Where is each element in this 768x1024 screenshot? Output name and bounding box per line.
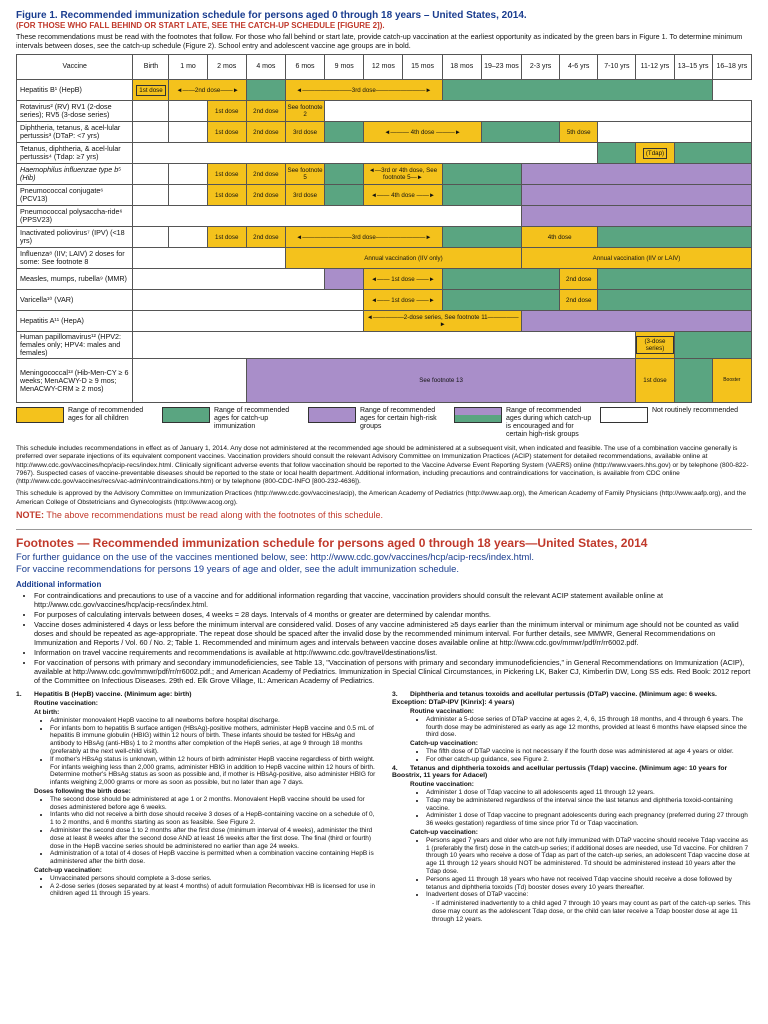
list-item: • If mother's HBsAg status is unknown, within 12 hours of birth administer HepB vaccine regardless of birth weight. For infants weighing less than 2,000 grams, administer HBIG in addition to HepB vaccine within 12 hours of birth. Determine mother's HBsAg status as soon as possible and, if mother is HBsAg-positive, also administer HBIG for infants weighing 2,000 grams or more as soon as possible, but no later than age 7 days. <box>50 756 376 787</box>
footnote-columns <box>16 691 752 923</box>
list-item: • Vaccine doses administered 4 days or less before the minimum interval are considered valid. Doses of any vaccine administered ≥5 days earlier than the minimum interval or minimum age should not be counted as valid doses and should be repeated as age-appropriate. The repeat dose should be spaced after the invalid dose by the recommended minimum interval. For further details, see MMWR, General Recommendations on Immunization and Reports / Vol. 60 / No. 2; Table 1. Recommended and minimum ages and intervals between vaccine doses available online at http://www.cdc.gov/mmwr/pdf/rr/rr6002.pdf. <box>34 620 752 647</box>
schedule-notes <box>16 445 752 519</box>
footnote-heading: 4. Tetanus and diphtheria toxoids and acellular pertussis (Tdap) vaccine. (Minimum age: 10 years for Boostrix, 11 years for Adacel) <box>392 764 728 780</box>
dose-range: Annual vaccination (IIV or LAIV) <box>522 248 752 269</box>
note-paragraph: This schedule includes recommendations in effect as of January 1, 2014. Any dose not administered at the recommended age should be administered at a subsequent visit, when indicated and feasible. The use of a combination vaccine generally is preferred over separate injections of its equivalent component vaccines. Vaccination providers should consult the relevant Advisory Committee on Immunization Practices (ACIP) statement for detailed recommendations, available online at http://www.cdc.gov/vaccines/hcp/acip-recs/index.html. Clinically significant adverse events that follow vaccination should be reported to the Vaccine Adverse Event Reporting System (VAERS) online (http://www.vaers.hhs.gov) or by telephone (800-822-7967). Suspected cases of vaccine-preventable diseases should be reported to the state or local health department. Additional information, including precautions and contraindications for vaccination, is available from CDC online (http://www.cdc.gov/vaccines/recs/vac-admin/contraindications.htm) or by telephone (800-CDC-INFO [800-232-4636]). <box>16 445 749 486</box>
dose-range: ◄————————3rd dose————————► <box>285 80 442 101</box>
legend-item: Range of recommended ages for catch-up immunization <box>162 407 302 439</box>
catchup-cell <box>442 164 521 185</box>
list-item: • The fifth dose of DTaP vaccine is not necessary if the fourth dose was administered at age 4 years or older. <box>426 748 752 756</box>
table-row <box>17 311 752 332</box>
table-row <box>17 206 752 227</box>
list-item: • For purposes of calculating intervals between doses, 4 weeks = 28 days. Intervals of 4 months or greater are determined by calendar months. <box>34 610 752 619</box>
list-item: • Information on travel vaccine requirements and recommendations is available at http://wwwnc.cdc.gov/travel/destinations/list. <box>34 648 752 657</box>
footnote-list <box>40 717 376 787</box>
dose-cell: 4th dose <box>522 227 598 248</box>
footnote-list <box>416 716 752 739</box>
table-row <box>17 101 752 122</box>
footnotes-title: Footnotes — Recommended immunization schedule for persons aged 0 through 18 years—United States, 2014 <box>16 536 648 551</box>
legend-swatch-yellow <box>16 407 64 423</box>
col-header: 4-6 yrs <box>560 55 598 80</box>
footnote-list <box>416 837 752 899</box>
dose-cell: 1st dose <box>207 227 246 248</box>
dose-range: ◄——2nd dose——► <box>169 80 246 101</box>
footnote-list <box>40 796 376 866</box>
table-row <box>17 143 752 164</box>
list-item: • Infants who did not receive a birth dose should receive 3 doses of a HepB-containing vaccine on a schedule of 0, 1 to 2 months, and 6 months starting as soon as feasible. See Figure 2. <box>50 811 376 827</box>
legend-swatch-white <box>600 407 648 423</box>
vaccine-name: Human papillomavirus¹² (HPV2: females only; HPV4: males and females) <box>17 332 133 359</box>
dose-cell: See footnote 5 <box>285 164 324 185</box>
vaccine-name: Diphtheria, tetanus, & acel-lular pertussis³ (DTaP: <7 yrs) <box>17 122 133 143</box>
catchup-cell <box>442 185 521 206</box>
figure-subtitle: (FOR THOSE WHO FALL BEHIND OR START LATE, SEE THE CATCH-UP SCHEDULE [FIGURE 2]). <box>16 21 385 30</box>
list-item: • For infants born to hepatitis B surface antigen (HBsAg)-positive mothers, administer HepB vaccine and 0.5 mL of hepatitis B immune globulin (HBIG) within 12 hours of birth. These infants should be tested for HBsAg and antibody to HBsAg (anti-HBs) 1 to 2 months after completion of the HepB series, at age 9 through 18 months (preferably at the next well-child visit). <box>50 725 376 756</box>
list-item: • For vaccination of persons with primary and secondary immunodeficiencies, see Table 13, "Vaccination of persons with primary and secondary immunodeficiencies," in General Recommendations on Immunization (ACIP), available at http://www.cdc.gov/mmwr/pdf/rr/rr6002.pdf.; and American Academy of Pediatrics. Immunization in Special Clinical Circumstances, in Pickering LK, Baker CJ, Kimberlin DW, Long SS eds. Red Book: 2012 report of the Committee on Infectious Diseases. 29th ed. Elk Grove Village, IL: American Academy of Pediatrics. <box>34 658 752 685</box>
list-item: • Persons aged 7 years and older who are not fully immunized with DTaP vaccine should receive Tdap vaccine as 1 (preferably the first) dose in the catch-up series; if additional doses are needed, use Td vaccine. For children 7 through 10 years who receive a dose of Tdap as part of the catch-up series, an adolescent Tdap vaccine dose at age 11 through 12 years should NOT be administered. Td should be administered instead 10 years after the Tdap dose. <box>426 837 752 876</box>
col-header: 11-12 yrs <box>636 55 674 80</box>
vaccine-name: Inactivated poliovirus⁷ (IPV) (<18 yrs) <box>17 227 133 248</box>
dose-cell: 2nd dose <box>246 185 285 206</box>
dose-cell: Booster <box>712 359 751 403</box>
col-header: 2 mos <box>207 55 246 80</box>
legend-item: Range of recommended ages during which catch-up is encouraged and for certain high-risk groups <box>454 407 594 439</box>
legend <box>16 407 752 439</box>
high-risk-cell <box>325 269 364 290</box>
catchup-cell <box>442 269 560 290</box>
vaccine-name: Meningococcal¹³ (Hib-Men-CY ≥ 6 weeks; MenACWY-D ≥ 9 mos; MenACWY-CRM ≥ 2 mos) <box>17 359 133 403</box>
legend-item: Range of recommended ages for all children <box>16 407 156 439</box>
dose-cell: (3-dose series) <box>636 332 674 359</box>
page <box>16 10 752 923</box>
figure-intro: These recommendations must be read with the footnotes that follow. For those who fall behind or start late, provide catch-up vaccination at the earliest opportunity as indicated by the green bars in Figure 1. To determine minimum intervals between doses, see the catch-up schedule (Figure 2). School entry and adolescent vaccine age groups are in bold. <box>16 32 743 50</box>
dose-cell: 2nd dose <box>246 101 285 122</box>
high-risk-cell <box>522 206 752 227</box>
catchup-cell <box>246 80 285 101</box>
dose-cell: 2nd dose <box>246 164 285 185</box>
dose-cell: 1st dose <box>207 122 246 143</box>
additional-heading: Additional information <box>16 580 102 590</box>
list-item: • Administer 1 dose of Tdap vaccine to pregnant adolescents during each pregnancy (preferred during 27 through 36 weeks gestation) regardless of time since prior Td or Tdap vaccination. <box>426 812 752 828</box>
legend-swatch-split <box>454 407 502 423</box>
vaccine-name: Pneumococcal conjugate⁶ (PCV13) <box>17 185 133 206</box>
footnotes-subtitle: For further guidance on the use of the vaccines mentioned below, see: http://www.cdc.gov/vaccines/hcp/acip-recs/index.html. <box>16 551 534 563</box>
table-row <box>17 248 752 269</box>
catchup-cell <box>598 227 752 248</box>
schedule-table <box>16 54 752 403</box>
list-item: • Administration of a total of 4 doses of HepB vaccine is permitted when a combination vaccine containing HepB is administered after the birth dose. <box>50 850 376 866</box>
dose-cell: 5th dose <box>560 122 598 143</box>
catchup-cell <box>674 332 751 359</box>
note-paragraph: This schedule is approved by the Advisory Committee on Immunization Practices (http://www.cdc.gov/vaccines/acip), the American Academy of Pediatrics (http://www.aap.org), the American Academy of Family Physicians (http://www.aafp.org), and the American College of Obstetricians and Gynecologists (http://www.acog.org). <box>16 490 747 506</box>
table-row <box>17 332 752 359</box>
high-risk-cell <box>522 164 752 185</box>
col-header: 16–18 yrs <box>712 55 751 80</box>
footnote-list <box>416 789 752 828</box>
figure-title: Figure 1. Recommended immunization schedule for persons aged 0 through 18 years – United States, 2014. <box>16 10 527 21</box>
list-item: • Administer monovalent HepB vaccine to all newborns before hospital discharge. <box>50 717 376 725</box>
list-item: • The second dose should be administered at age 1 or 2 months. Monovalent HepB vaccine should be used for doses administered before age 6 weeks. <box>50 796 376 812</box>
table-row <box>17 290 752 311</box>
table-row <box>17 164 752 185</box>
vaccine-name: Hepatitis B¹ (HepB) <box>17 80 133 101</box>
additional-list <box>16 591 752 685</box>
catchup-cell <box>674 359 712 403</box>
col-header: 4 mos <box>246 55 285 80</box>
dose-cell: 1st dose <box>207 101 246 122</box>
footnote-heading: 1. Hepatitis B (HepB) vaccine. (Minimum age: birth) <box>16 691 192 699</box>
catchup-cell <box>442 227 521 248</box>
section-label: Routine vaccination: <box>410 707 474 715</box>
dose-cell: 2nd dose <box>560 290 598 311</box>
vaccine-name: Pneumococcal polysaccha-ride⁶ (PPSV23) <box>17 206 133 227</box>
list-item: • Administer a 5-dose series of DTaP vaccine at ages 2, 4, 6, 15 through 18 months, and 4 through 6 years. The fourth dose may be administered as early as age 12 months, provided at least 6 months have elapsed since the third dose. <box>426 716 752 739</box>
catchup-cell <box>598 290 752 311</box>
dose-cell: (Tdap) <box>636 143 674 164</box>
dose-cell: See footnote 2 <box>285 101 324 122</box>
footnote-heading: 3. Diphtheria and tetanus toxoids and acellular pertussis (DTaP) vaccine. (Minimum age: 6 weeks. Exception: DTaP-IPV [Kinrix]: 4 years) <box>392 691 717 707</box>
section-label: Doses following the birth dose: <box>34 787 131 795</box>
col-header: 12 mos <box>364 55 403 80</box>
legend-item: Not routinely recommended <box>600 407 740 439</box>
col-header: 1 mo <box>169 55 207 80</box>
dose-cell: 2nd dose <box>560 269 598 290</box>
section-label: Routine vaccination: <box>410 781 474 789</box>
list-item: • A 2-dose series (doses separated by at least 4 months) of adult formulation Recombivax HB is licensed for use in children aged 11 through 15 years. <box>50 883 376 899</box>
col-header: 9 mos <box>325 55 364 80</box>
col-header: 7-10 yrs <box>598 55 636 80</box>
dose-range: ◄—3rd or 4th dose, See footnote 5—► <box>364 164 442 185</box>
vaccine-name: Hepatitis A¹¹ (HepA) <box>17 311 133 332</box>
vaccine-name: Measles, mumps, rubella⁹ (MMR) <box>17 269 133 290</box>
footnotes-subtitle: For vaccine recommendations for persons 19 years of age and older, see the adult immunization schedule. <box>16 563 459 575</box>
dose-cell: 2nd dose <box>246 227 285 248</box>
section-label: Catch-up vaccination: <box>34 866 102 874</box>
col-header: 15 mos <box>403 55 442 80</box>
high-risk-cell: See footnote 13 <box>246 359 636 403</box>
catchup-cell <box>442 80 712 101</box>
dose-range: Annual vaccination (IIV only) <box>285 248 521 269</box>
catchup-cell <box>325 164 364 185</box>
section-label: At birth: <box>34 708 60 716</box>
catchup-cell <box>598 143 636 164</box>
catchup-cell <box>325 185 364 206</box>
dose-range: ◄—————2-dose series, See footnote 11—————► <box>364 311 522 332</box>
vaccine-name: Haemophilus influenzae type b⁵ (Hib) <box>17 164 133 185</box>
legend-swatch-green <box>162 407 210 423</box>
high-risk-cell <box>522 185 752 206</box>
col-header: Birth <box>133 55 169 80</box>
section-label: Catch-up vaccination: <box>410 740 478 748</box>
vaccine-name: Varicella¹⁰ (VAR) <box>17 290 133 311</box>
footnote-list <box>40 875 376 898</box>
dose-cell: 1st dose <box>133 80 169 101</box>
col-header: 19–23 mos <box>481 55 521 80</box>
table-row <box>17 122 752 143</box>
dose-cell: 3rd dose <box>285 185 324 206</box>
list-item: • Persons aged 11 through 18 years who have not received Tdap vaccine should receive a dose followed by tetanus and diphtheria toxoids (Td) booster doses every 10 years thereafter. <box>426 876 752 892</box>
col-header: 13–15 yrs <box>674 55 712 80</box>
sub-item: - If administered inadvertently to a child aged 7 through 10 years may count as part of the catch-up series. This dose may count as the adolescent Tdap dose, or the child can later receive a Tdap booster dose at age 11 through 12 years. <box>432 900 751 923</box>
note-warning: NOTE: The above recommendations must be read along with the footnotes of this schedule. <box>16 510 384 521</box>
footnote-column-left <box>16 691 376 923</box>
dose-range: ◄—— 4th dose ——► <box>364 185 442 206</box>
col-header: Vaccine <box>17 55 133 80</box>
list-item: • Tdap may be administered regardless of the interval since the last tetanus and diphtheria toxoid-containing vaccine. <box>426 797 752 813</box>
dose-range: ◄——— 4th dose ———► <box>364 122 482 143</box>
footnote-column-right <box>392 691 752 923</box>
dose-range: ◄—— 1st dose ——► <box>364 290 442 311</box>
list-item: • For contraindications and precautions to use of a vaccine and for additional information regarding that vaccine, vaccination providers should consult the relevant ACIP statement available online at http://www.cdc.gov/vaccines/hcp/acip-recs/index.html. <box>34 591 752 609</box>
col-header: 2-3 yrs <box>522 55 560 80</box>
dose-cell: 1st dose <box>207 164 246 185</box>
high-risk-cell <box>522 311 752 332</box>
header-row <box>17 55 752 80</box>
dose-cell: 3rd dose <box>285 122 324 143</box>
list-item: • For other catch-up guidance, see Figure 2. <box>426 756 752 764</box>
vaccine-name: Rotavirus² (RV) RV1 (2-dose series); RV5 (3-dose series) <box>17 101 133 122</box>
list-item: • Administer the second dose 1 to 2 months after the first dose (minimum interval of 4 weeks), administer the third dose at least 8 weeks after the second dose AND at least 16 weeks after the first dose. The final (third or fourth) dose in the HepB vaccine series should be administered no earlier than age 24 weeks. <box>50 827 376 850</box>
vaccine-name: Tetanus, diphtheria, & acel-lular pertussis⁴ (Tdap: ≥7 yrs) <box>17 143 133 164</box>
legend-swatch-purple <box>308 407 356 423</box>
list-item: • Unvaccinated persons should complete a 3-dose series. <box>50 875 376 883</box>
divider <box>16 529 752 530</box>
list-item: • Inadvertent doses of DTaP vaccine: <box>426 891 752 899</box>
section-label: Routine vaccination: <box>34 700 98 708</box>
catchup-cell <box>481 122 559 143</box>
table-row <box>17 80 752 101</box>
catchup-cell <box>598 269 752 290</box>
col-header: 6 mos <box>285 55 324 80</box>
section-label: Catch-up vaccination: <box>410 828 478 836</box>
vaccine-name: Influenza⁸ (IIV; LAIV) 2 doses for some: See footnote 8 <box>17 248 133 269</box>
table-row <box>17 269 752 290</box>
catchup-cell <box>442 290 560 311</box>
col-header: 18 mos <box>442 55 481 80</box>
dose-cell: 1st dose <box>207 185 246 206</box>
list-item: • Administer 1 dose of Tdap vaccine to all adolescents aged 11 through 12 years. <box>426 789 752 797</box>
catchup-cell <box>674 143 751 164</box>
table-row <box>17 185 752 206</box>
table-row <box>17 227 752 248</box>
dose-range: ◄————————3rd dose————————► <box>285 227 442 248</box>
catchup-cell <box>325 122 364 143</box>
footnote-list <box>416 748 752 764</box>
dose-range: ◄—— 1st dose ——► <box>364 269 442 290</box>
dose-cell: 2nd dose <box>246 122 285 143</box>
dose-cell: 1st dose <box>636 359 674 403</box>
legend-item: Range of recommended ages for certain high-risk groups <box>308 407 448 439</box>
table-row <box>17 359 752 403</box>
